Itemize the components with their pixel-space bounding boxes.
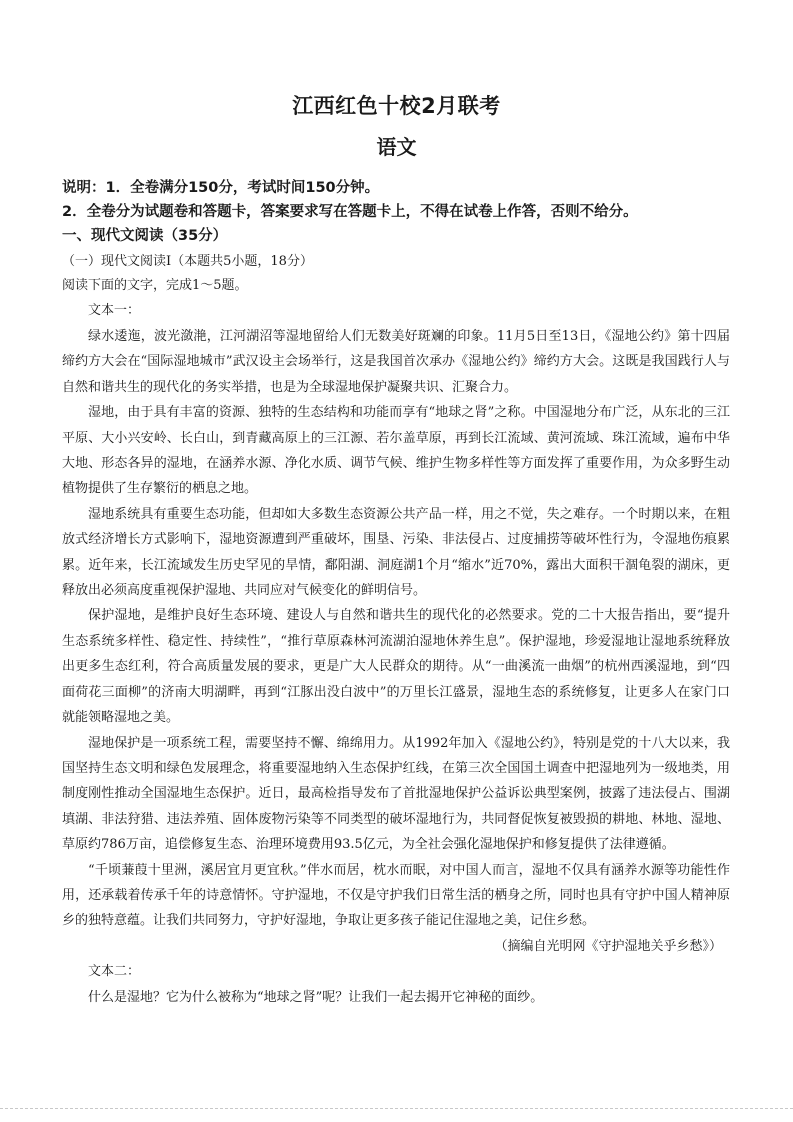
section-heading: 一、现代文阅读（35分） bbox=[62, 228, 228, 244]
reading-directions: 阅读下面的文字，完成1～5题。 bbox=[62, 278, 248, 293]
instructions-line-2: 2．全卷分为试题卷和答题卡，答案要求写在答题卡上，不得在试卷上作答，否则不给分。 bbox=[62, 204, 638, 220]
text2-label: 文本二： bbox=[88, 964, 141, 980]
text1-paragraph: 保护湿地，是维护良好生态环境、建设人与自然和谐共生的现代化的必然要求。党的二十大报告指出，要“提升生态系统多样性、稳定性、持续性”，“推行草原森林河流湖泊湿地休养生息”。保护湿地，珍爱湿地让湿地系统释放出更多生态红利，符合高质量发展的要求，更是广大人民群众的期待。从“一曲溪流一曲烟”的杭州西溪湿地，到“四面荷花三面柳”的济南大明湖畔，再到“江豚出没白波中”的万里长江盛景，湿地生态的系统修复，让更多人在家门口就能领略湿地之美。 bbox=[62, 608, 730, 726]
article-body bbox=[62, 324, 730, 1010]
text1-source: （摘编自光明网《守护湿地关乎乡愁》） bbox=[494, 938, 722, 954]
text1-paragraph: 湿地保护是一项系统工程，需要坚持不懈、绵绵用力。从1992年加入《湿地公约》，特别是党的十八大以来，我国坚持生态文明和绿色发展理念，将重要湿地纳入生态保护红线，在第三次全国国土调查中把湿地列为一级地类，用制度刚性推动全国湿地生态保护。近日，最高检指导发布了首批湿地保护公益诉讼典型案例，披露了违法侵占、围湖填湖、非法狩猎、违法养殖、固体废物污染等不同类型的破坏湿地行为，共同督促恢复被毁损的耕地、林地、湿地、草原约786万亩，追偿修复生态、治理环境费用93.5亿元，为全社会强化湿地保护和修复提供了法律遵循。 bbox=[62, 735, 730, 853]
instructions-line-1: 说明：1．全卷满分150分，考试时间150分钟。 bbox=[62, 180, 380, 196]
text1-paragraph: 湿地，由于具有丰富的资源、独特的生态结构和功能而享有“地球之肾”之称。中国湿地分布广泛，从东北的三江平原、大小兴安岭、长白山，到青藏高原上的三江源、若尔盖草原，再到长江流域、黄河流域、珠江流域，遍布中华大地、形态各异的湿地，在涵养水源、净化水质、调节气候、维护生物多样性等方面发挥了重要作用，为众多野生动植物提供了生存繁衍的栖息之地。 bbox=[62, 405, 730, 497]
exam-title: 江西红色十校2月联考 bbox=[292, 94, 501, 118]
text1-label: 文本一： bbox=[88, 303, 141, 318]
exam-subject: 语文 bbox=[376, 135, 417, 159]
page-bottom-divider bbox=[0, 1108, 793, 1109]
text1-paragraph: “千顷蒹葭十里洲，溪居宜月更宜秋。”伴水而居，枕水而眠，对中国人而言，湿地不仅具有涵养水源等功能性作用，还承载着传承千年的诗意情怀。守护湿地，不仅是守护我们日常生活的栖身之所，同时也具有守护中国人精神原乡的独特意蕴。让我们共同努力，守护好湿地，争取让更多孩子能记住湿地之美，记住乡愁。 bbox=[62, 862, 730, 929]
text1-paragraph: 绿水逶迤，波光潋滟，江河湖沼等湿地留给人们无数美好斑斓的印象。11月5日至13日，《湿地公约》第十四届缔约方大会在“国际湿地城市”武汉设主会场举行，这是我国首次承办《湿地公约》缔约方大会。这既是我国践行人与自然和谐共生的现代化的务实举措，也是为全球湿地保护凝聚共识、汇聚合力。 bbox=[62, 329, 730, 395]
text1-paragraph: 湿地系统具有重要生态功能，但却如大多数生态资源公共产品一样，用之不觉，失之难存。一个时期以来，在粗放式经济增长方式影响下，湿地资源遭到严重破坏，围垦、污染、非法侵占、过度捕捞等破坏性行为，令湿地伤痕累累。近年来，长江流域发生历史罕见的旱情，鄱阳湖、洞庭湖1个月“缩水”近70%，露出大面积干涸龟裂的湖床，更释放出必须高度重视保护湿地、共同应对气候变化的鲜明信号。 bbox=[62, 506, 730, 599]
sub-section-heading: （一）现代文阅读Ⅰ（本题共5小题，18分） bbox=[62, 254, 313, 269]
text2-paragraph: 什么是湿地？它为什么被称为“地球之肾”呢？让我们一起去揭开它神秘的面纱。 bbox=[88, 989, 544, 1005]
